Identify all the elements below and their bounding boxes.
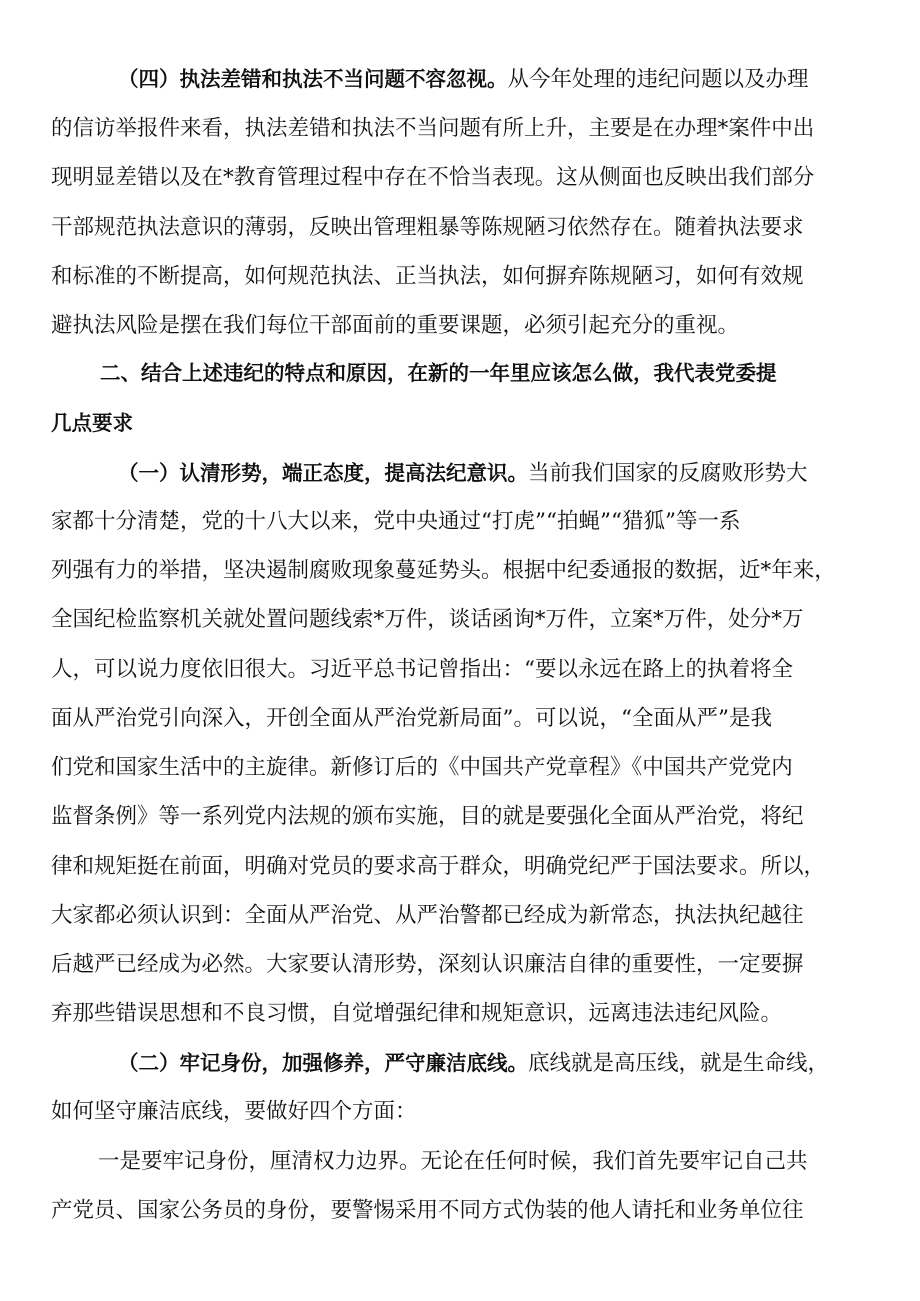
paragraph-line: 律和规矩挺在前面，明确对党员的要求高于群众，明确党纪严于国法要求。所以， bbox=[51, 854, 826, 879]
paragraph-line: 后越严已经成为必然。大家要认清形势，深刻认识廉洁自律的重要性，一定要摒 bbox=[51, 952, 804, 977]
paragraph-line: 监督条例》等一系列党内法规的颁布实施，目的就是要强化全面从严治党，将纪 bbox=[51, 804, 804, 829]
paragraph-line: 如何坚守廉洁底线，要做好四个方面： bbox=[51, 1099, 417, 1124]
paragraph-line: 弃那些错误思想和不良习惯，自觉增强纪律和规矩意识，远离违法违纪风险。 bbox=[51, 1001, 783, 1026]
paragraph-line: 的信访举报件来看，执法差错和执法不当问题有所上升，主要是在办理*案件中出 bbox=[51, 116, 815, 141]
paragraph-line: 列强有力的举措，坚决遏制腐败现象蔓延势头。根据中纪委通报的数据，近*年来， bbox=[51, 558, 836, 583]
paragraph-line: 一是要牢记身份，厘清权力边界。无论在任何时候，我们首先要牢记自己共 bbox=[98, 1149, 808, 1174]
paragraph-line bbox=[118, 1048, 829, 1078]
section-heading-line: 几点要求 bbox=[51, 411, 133, 435]
paragraph-line: 大家都必须认识到：全面从严治党、从严治警都已经成为新常态，执法执纪越往 bbox=[51, 903, 804, 928]
subsection-heading: （四）执法差错和执法不当问题不容忽视。 bbox=[118, 67, 508, 91]
paragraph-line: 全国纪检监察机关就处置问题线索*万件，谈话函询*万件，立案*万件，处分*万 bbox=[51, 607, 804, 632]
paragraph-line: 现明显差错以及在*教育管理过程中存在不恰当表现。这从侧面也反映出我们部分 bbox=[51, 165, 815, 190]
paragraph-line: 们党和国家生活中的主旋律。新修订后的《中国共产党章程》《中国共产党党内 bbox=[51, 755, 793, 780]
paragraph-text: 当前我们国家的反腐败形势大 bbox=[528, 461, 808, 486]
subsection-heading: （二）牢记身份，加强修养，严守廉洁底线。 bbox=[118, 1051, 528, 1075]
section-heading-line: 二、结合上述违纪的特点和原因，在新的一年里应该怎么做，我代表党委提 bbox=[100, 361, 777, 385]
paragraph-line: 干部规范执法意识的薄弱，反映出管理粗暴等陈规陋习依然存在。随着执法要求 bbox=[51, 215, 804, 240]
paragraph-line bbox=[118, 458, 808, 488]
paragraph-line bbox=[118, 64, 809, 94]
paragraph-line: 产党员、国家公务员的身份，要警惕采用不同方式伪装的他人请托和业务单位往 bbox=[51, 1198, 804, 1223]
subsection-heading: （一）认清形势，端正态度，提高法纪意识。 bbox=[118, 461, 528, 485]
paragraph-line: 和标准的不断提高，如何规范执法、正当执法，如何摒弃陈规陋习，如何有效规 bbox=[51, 264, 804, 289]
paragraph-line: 家都十分清楚，党的十八大以来，党中央通过“打虎”“拍蝇”“猎狐”等一系 bbox=[51, 509, 741, 534]
paragraph-text: 底线就是高压线，就是生命线， bbox=[528, 1051, 830, 1076]
paragraph-line: 人，可以说力度依旧很大。习近平总书记曾指出：“要以永远在路上的执着将全 bbox=[51, 657, 793, 682]
paragraph-line: 面从严治党引向深入，开创全面从严治党新局面”。可以说，“全面从严”是我 bbox=[51, 706, 772, 731]
paragraph-text: 从今年处理的违纪问题以及办理 bbox=[507, 67, 809, 92]
paragraph-line: 避执法风险是摆在我们每位干部面前的重要课题，必须引起充分的重视。 bbox=[51, 313, 740, 338]
